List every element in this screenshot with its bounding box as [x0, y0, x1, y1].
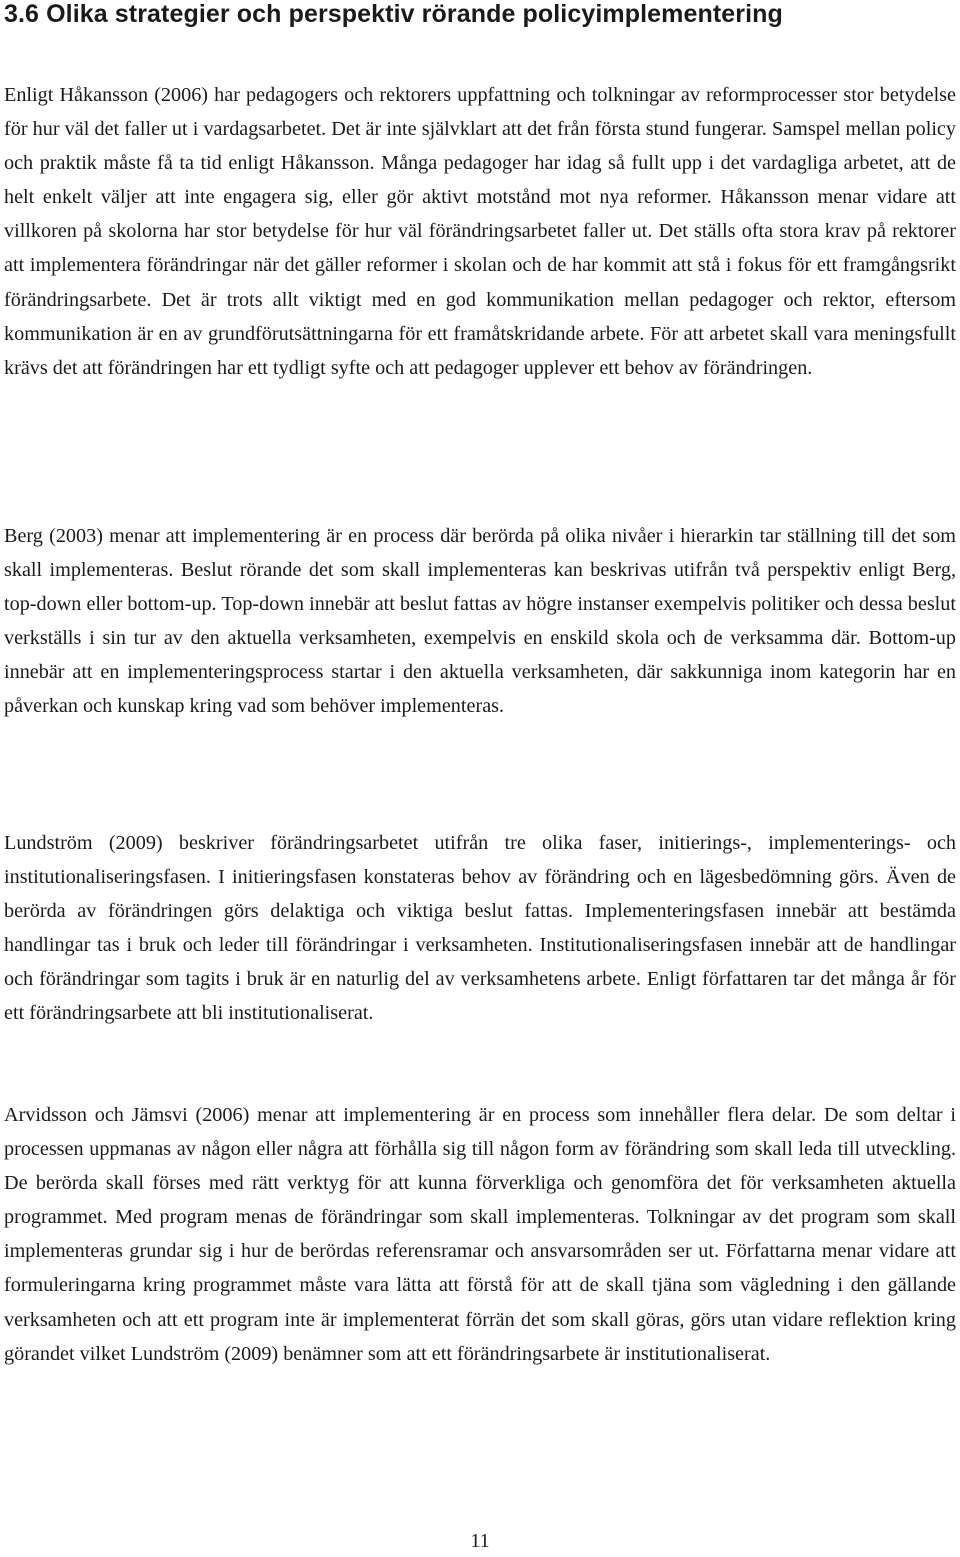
paragraph-berg: Berg (2003) menar att implementering är en process där berörda på olika nivåer i hierarkin tar ställning till det som skall implementeras. Beslut rörande det som skall implementeras kan beskrivas utifrån två perspektiv enligt Berg, top-down eller bottom-up. Top-down innebär att beslut fattas av högre instanser exempelvis politiker och dessa beslut verkställs i sin tur av den aktuella verksamheten, exempelvis en enskild skola och de verksamma där. Bottom-up innebär att en implementeringsprocess startar i den aktuella verksamheten, där sakkunniga inom kategorin har en påverkan och kunskap kring vad som behöver implementeras.: [4, 525, 956, 718]
paragraph-arvidsson-jamsvi: Arvidsson och Jämsvi (2006) menar att implementering är en process som innehåller flera delar. De som deltar i processen uppmanas av någon eller några att förhålla sig till någon form av förändring som skall leda till utveckling. De berörda skall förses med rätt verktyg för att kunna förverkliga och genomföra det för verksamheten aktuella programmet. Med program menas de förändringar som skall implementeras. Tolkningar av det program som skall implementeras grundar sig i hur de berördas referensramar och ansvarsområden ser ut. Författarna menar vidare att formuleringarna kring programmet måste vara lätta att förstå för att de skall tjäna som vägledning i den gällande verksamheten och att ett program inte är implementerat förrän det som skall göras, görs utan vidare reflektion kring görandet vilket Lundström (2009) benämner som att ett förändringsarbete är institutionaliserat.: [4, 1104, 956, 1365]
section-heading: 3.6 Olika strategier och perspektiv rörande policyimplementering: [4, 0, 783, 28]
page-number: 11: [470, 1530, 490, 1552]
paragraph-lundstrom: Lundström (2009) beskriver förändringsarbetet utifrån tre olika faser, initierings-, implementerings- och institutionaliseringsfasen. I initieringsfasen konstateras behov av förändring och en lägesbedömning görs. Även de berörda av förändringen görs delaktiga och viktiga beslut fattas. Implementeringsfasen innebär att bestämda handlingar tas i bruk och leder till förändringar i verksamheten. Institutionaliseringsfasen innebär att de handlingar och förändringar som tagits i bruk är en naturlig del av verksamhetens arbete. Enligt författaren tar det många år för ett förändringsarbete att bli institutionaliserat.: [4, 832, 956, 1025]
paragraph-hakansson: Enligt Håkansson (2006) har pedagogers och rektorers uppfattning och tolkningar av reformprocesser stor betydelse för hur väl det faller ut i vardagsarbetet. Det är inte självklart att det från första stund fungerar. Samspel mellan policy och praktik måste få ta tid enligt Håkansson. Många pedagoger har idag så fullt upp i det vardagliga arbetet, att de helt enkelt väljer att inte engagera sig, eller gör aktivt motstånd mot nya reformer. Håkansson menar vidare att villkoren på skolorna har stor betydelse för hur väl förändringsarbetet faller ut. Det ställs ofta stora krav på rektorer att implementera förändringar när det gäller reformer i skolan och de har kommit att stå i fokus för ett framgångsrikt förändringsarbete. Det är trots allt viktigt med en god kommunikation mellan pedagoger och rektor, eftersom kommunikation är en av grundförutsättningarna för ett framåtskridande arbete. För att arbetet skall vara meningsfullt krävs det att förändringen har ett tydligt syfte och att pedagoger upplever ett behov av förändringen.: [4, 84, 956, 379]
